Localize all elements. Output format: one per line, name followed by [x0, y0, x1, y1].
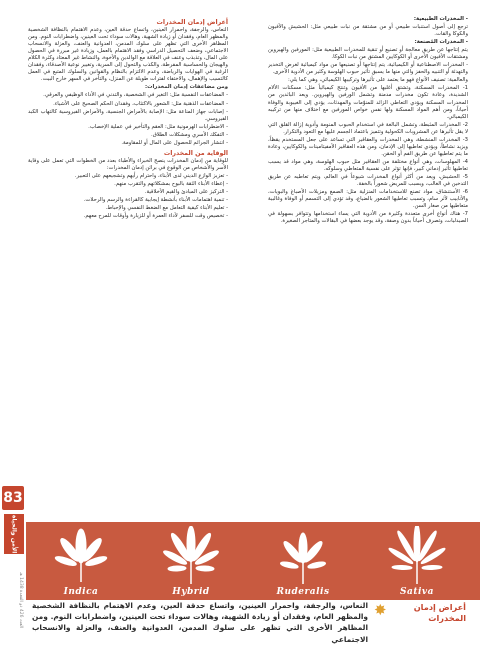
left-text-column — [28, 16, 228, 518]
cannabis-leaf-icon — [46, 526, 116, 588]
paragraph: يتم إنتاجها عن طريق معالجة أو تصنيع أو تنقية للمخدرات الطبيعية مثل: المورفين والهيروين ومشتقات الأفيون الأخرى أو الكوكايين المشتق من نبات الكوكا. — [268, 47, 468, 61]
paragraph: للوقاية من إدمان المخدرات ينصح الخبراء والأطباء بعدد من الخطوات التي تعمل على وقاية الأسر والأشخاص من الوقوع في براثن إدمان المخدرات: — [28, 157, 228, 171]
section-heading: أعراض إدمان المخدرات — [156, 19, 228, 26]
paragraph: - الاضطرابات الهرمونية مثل: العقم والتأخير في عملية الإخصاب. — [88, 123, 228, 130]
leaf-label: Hybrid — [172, 587, 210, 597]
leaf-label: Ruderalis — [276, 587, 330, 597]
subheading: - المخدرات الطبيعية: — [413, 16, 468, 22]
paragraph: - تعزيز الوازع الديني لدى الأبناء، واحترام رأيهم وتشجيعهم على التعبير. — [74, 172, 228, 179]
cannabis-leaf-banner — [26, 522, 480, 600]
leaf-figure-ruderalis — [258, 522, 348, 600]
paragraph: ترجع إلى أصول استنبات طبيعي أو من مشتقة من نبات طبيعي مثل: الحشيش والأفيون والكوكا والقات. — [268, 24, 468, 38]
callout-text: النعاس، والرجفة، واحمرار العينين، واتساع حدقة العين، وعدم الاهتمام بالنظافة الشخصية والمظهر العام، وفقدان أو زيادة الشهية، وهالات سوداء تحت العينين، واضطرابات النوم. ومن المظاهر الأخرى التي تظهر على سلوك المدمن، العدوانية والعنف، والعزلة والانسحاب الاجتماعي — [32, 601, 368, 644]
callout-title: أعراض إدمان المخدرات — [413, 602, 466, 623]
paragraph: 3- المخدرات المنشطة، وهي المخدرات والعقاقير التي تساعد على جعل المستخدم يقظاً، ويزيد نشاطاً، ويؤدي تعاطيها إلى الإدمان، ومن هذه العقاقير الأمفيتامينات والكوكايين، وعادة ما يتم تعاطيها عن طريق الفم أو الحقن. — [268, 136, 468, 157]
page-number: 83 — [2, 486, 24, 510]
paragraph: 5- الحشيش، ويعد من أكثر أنواع المخدرات شيوعاً في العالم، ويتم تعاطيه عن طريق التدخين في الغالب، ويسبب للمريض شعوراً بالخفة. — [268, 173, 468, 188]
paragraph: - انتشار الجرائم للحصول على المال أو للمقاومة. — [121, 139, 228, 146]
paragraph: 2- المخدرات المثبطة، وتشمل البالغة في استخدام الحبوب المنومة وأدوية إزالة القلق التي لا يقل تأثيرها عن المشروبات الكحولية وتتميز باعتماد الجسم عليها مع التعود والتكرار. — [268, 121, 468, 135]
paragraph: - تعليم الأبناء كيفية التعامل مع الضغط النفسي والإحباط. — [105, 205, 228, 212]
paragraph: 6- الأستنشاق، مواد تصنع للاستخدامات المنزلية مثل: الصمغ ومزيلات الأصباغ والبويات، والأنابيب لأثر سام، وتسبب تعاطيها الشعور بالضياع، وقد تؤدي إلى التسمم أو الوفاة وغالبية متعاطيها من صغار السن. — [268, 189, 468, 210]
cannabis-leaf-icon — [382, 526, 452, 588]
paragraph: - التفكك الأسري ومشكلات الطلاق. — [151, 131, 228, 138]
section-label: الأمن والحياة — [4, 514, 24, 554]
bottom-callout — [30, 594, 472, 644]
right-text-column — [268, 16, 468, 518]
paragraph: النعاس، والرجفة، واحمرار العينين، واتساع حدقة العين، وعدم الاهتمام بالنظافة الشخصية والمظهر العام، وفقدان أو زيادة الشهية، وهالات سوداء تحت العينين، واضطرابات النوم. ومن المظاهر الأخرى التي تظهر على سلوك المدمن، العدوانية والعنف، والعزلة والانسحاب الاجتماعي، وضعف التحصيل الدراسي وفقد الاهتمام بالعمل، وزيادة غير مبررة في الحصول على المال، وتذبذب وعنف في العلاقة مع الوالدين والأخوة، والنشاط غير المعتاد وكثرة الكلام والهيجان والحساسية المفرطة، والكذب والتحول إلى السرية، وتغيير نوعية الأصدقاء، وفقدان الرغبة في الهوايات والرياضة، وعدم الالتزام بالنظام والقوانين والسلوك المتبع في العمل كالتسيب والإهمال، والاختفاء لفترات طويلة عن المنزل، والتأخر في السهر خارج البيت. — [28, 27, 228, 83]
issue-note: العدد 426 ذو القعدة 1438 هـ — [18, 571, 23, 629]
subheading: ومن مضاعفات إدمان المخدرات: — [145, 84, 228, 91]
leaf-figure-sativa — [372, 522, 462, 600]
paragraph: - المضاعفات الذهنية مثل: الشعور بالاكتئاب، وفقدان الحكم الصحيح على الأشياء. — [53, 100, 228, 107]
star-icon: ✸ — [374, 601, 387, 619]
paragraph: - إعطاء الأبناء الثقة بالبوح بمشكلاتهم والتقرب منهم. — [114, 180, 228, 187]
leaf-label: Sativa — [400, 587, 434, 597]
paragraph: - تنمية اهتمامات الأبناء بأنشطة إيجابية كالقراءة والرسم والرحلات. — [83, 197, 228, 204]
subheading: - المخدرات المُصنعة: — [414, 39, 468, 46]
paragraph: - التركيز على المبادئ والقيم الأخلاقية. — [144, 189, 228, 196]
leaf-figure-indica — [36, 522, 126, 600]
paragraph: - المخدرات الاصطناعية أو الكيميائية، يتم إنتاجها أو تصنيعها من مواد كيميائية لغرض التخدير والتهدئة أو التنبيه والحفز والتي منها ما يسبق تأثير حبوب الهلوسة وكثير من الأدوية الأخرى. — [268, 62, 468, 76]
section-heading: الوقاية من المخدرات — [163, 149, 228, 157]
leaf-label: Indica — [63, 587, 99, 597]
cannabis-leaf-icon — [268, 526, 338, 588]
paragraph: - تخصيص وقت للسفر لأداء العمرة أو للزيارة وأوقات للمرح معهم. — [83, 213, 228, 220]
paragraph: - إصابات جهاز المناعة مثل: الإصابة بالأمراض الجنسية، والأمراض الفيروسية كالتهاب الكبد الفيروسي. — [28, 108, 228, 122]
paragraph: 4- المهلوسات، وهي أنواع مختلفة من العقاقير مثل حبوب الهلوسة، وهي مواد قد يسبب تعاطيها تأثير إدماني كبير، فإنها تؤثر على نفسية المتعاطي وسلوكه. — [268, 158, 468, 172]
paragraph: والعالمية: تصنيف الأنواع فهو ما يعتمد على تأثيرها وتركيبها الكيميائي، وهي كما يلي: — [287, 77, 468, 84]
paragraph: - المضاعفات النفسية مثل: التغير في الشخصية، والتدني في الأداء الوظيفي والعرقي. — [43, 92, 228, 99]
leaf-figure-hybrid — [146, 522, 236, 600]
paragraph: 7- هناك أنواع أخرى متعددة وكثيرة من الأدوية التي يساء استخدامها وتتوافر بسهولة في الصيدليات، وتصرف أحياناً بدون وصفة، وقد يوجد بعضها في البقالات والمتاجر الصغيرة. — [268, 211, 468, 225]
paragraph: 1- المخدرات المسكنة، وتشتق أغلبها من الأفيون وتنتج كيميائياً مثل: مسكنات الألام الشديدة، وعادة تكون مخدرات مدمنة وتشمل الورفين والهيروين. ويعد الباثدين من المخدرات المسكنة ويؤدي التعاطي الزائد للمنوّمات والمهدئات، يؤدي إلى الغيبوبة والوفاة أحياناً، ومن أهم المواد المسكنة ولها نفس خواص المورفين مع اختلاف منها من تركيبه الكيميائي. — [268, 85, 468, 120]
cannabis-leaf-icon — [156, 526, 226, 588]
